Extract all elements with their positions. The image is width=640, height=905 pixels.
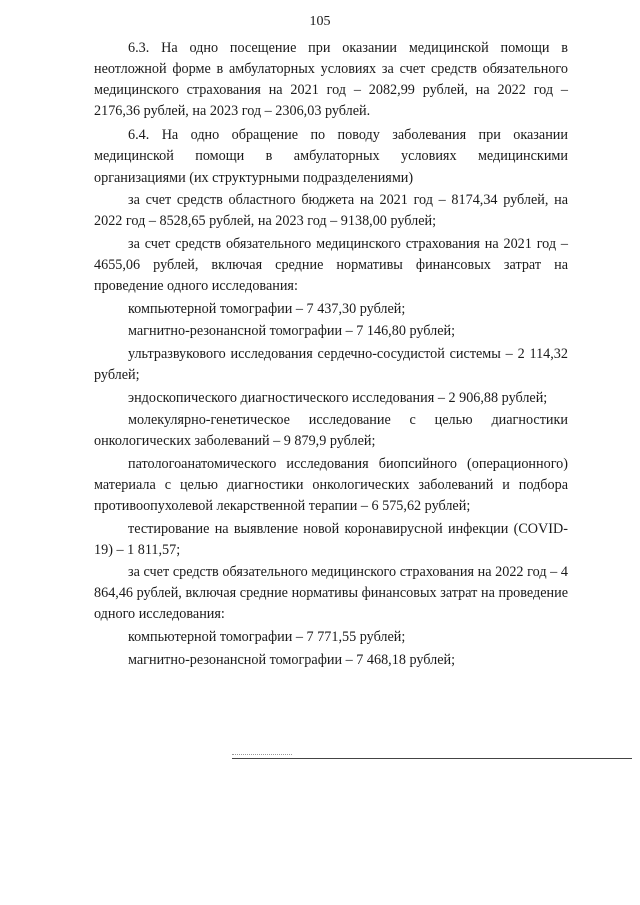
list-item-pathology: патологоанатомического исследования биопсийного (операционного) материала с целью диагностики онкологических заболеваний и подбора противоопухолевой лекарственной терапии – 6 575,62 рублей; (94, 455, 568, 514)
document-body (94, 38, 568, 672)
list-item-endoscopy: эндоскопического диагностического исследования – 2 906,88 рублей; (128, 389, 548, 406)
paragraph-oms-2021: за счет средств обязательного медицинского страхования на 2021 год – 4655,06 рублей, включая средние нормативы финансовых затрат на проведение одного исследования: (94, 235, 568, 295)
list-item-covid-test: тестирование на выявление новой коронавирусной инфекции (COVID-19) – 1 811,57; (94, 520, 568, 558)
paragraph-6-4: 6.4. На одно обращение по поводу заболевания при оказании медицинской помощи в амбулаторных условиях медицинскими организациями (их структурными подразделениями) (94, 127, 568, 186)
paragraph-6-3: 6.3. На одно посещение при оказании медицинской помощи в неотложной форме в амбулаторных условиях за счет средств обязательного медицинского страхования на 2021 год – 2082,99 рублей, на 2022 год – 2176,36 рублей, на 2023 год – 2306,03 рублей. (94, 40, 568, 120)
page-number: 105 (309, 14, 331, 29)
page-bottom-rule (232, 758, 632, 759)
list-item-mri: магнитно-резонансной томографии – 7 146,80 рублей; (128, 323, 456, 340)
scan-artifact-dots (232, 754, 292, 757)
list-item-molecular-genetic: молекулярно-генетическое исследование с целью диагностики онкологических заболеваний – 9 879,9 рублей; (94, 412, 568, 450)
paragraph-oms-2022: за счет средств обязательного медицинского страхования на 2022 год – 4 864,46 рублей, включая средние нормативы финансовых затрат на проведение одного исследования: (94, 564, 568, 623)
paragraph-regional-budget: за счет средств областного бюджета на 2021 год – 8174,34 рублей, на 2022 год – 8528,65 рублей, на 2023 год – 9138,00 рублей; (94, 192, 568, 230)
list-item-ct-2022: компьютерной томографии – 7 771,55 рублей; (128, 629, 406, 646)
list-item-mri-2022: магнитно-резонансной томографии – 7 468,18 рублей; (128, 651, 456, 668)
list-item-ultrasound: ультразвукового исследования сердечно-сосудистой системы – 2 114,32 рублей; (94, 345, 568, 383)
list-item-ct: компьютерной томографии – 7 437,30 рублей; (128, 300, 406, 317)
